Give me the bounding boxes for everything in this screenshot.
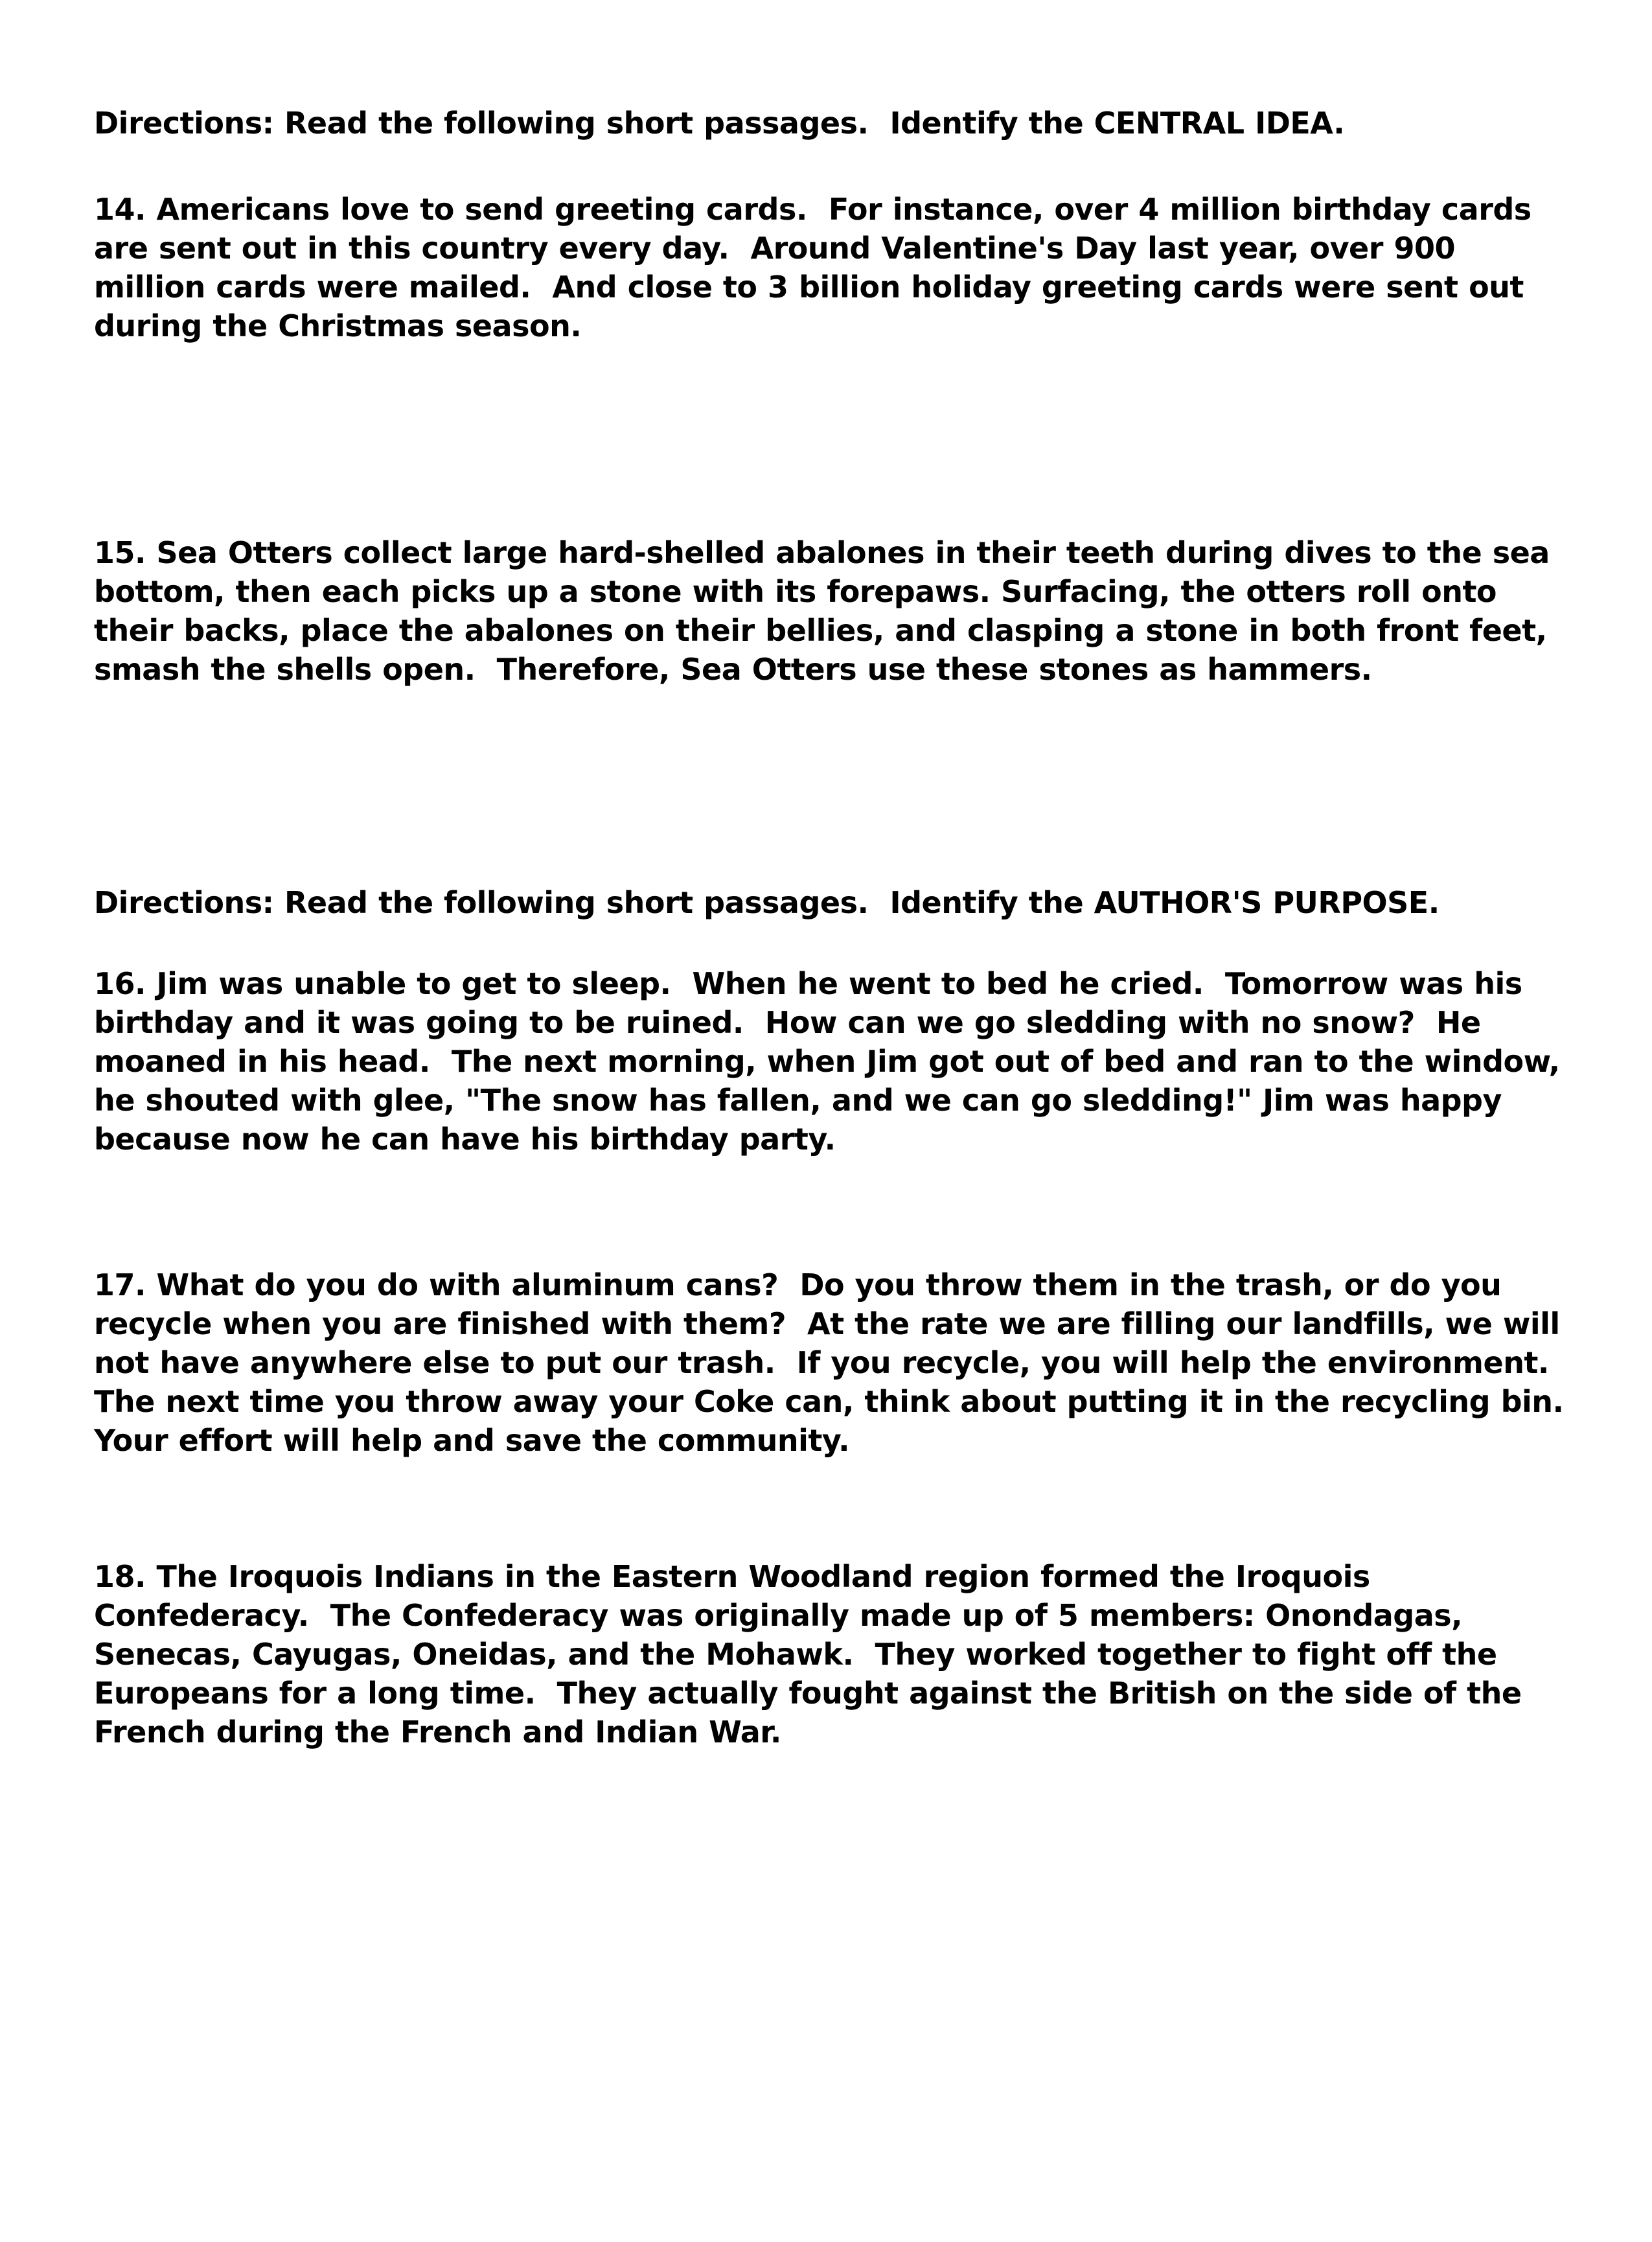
directions-central-idea: Directions: Read the following short passages. Identify the CENTRAL IDEA. (94, 106, 1345, 141)
passage-18: 18. The Iroquois Indians in the Eastern Woodland region formed the Iroquois Confederacy. The Confederacy was originally made up of 5 members: Onondagas, Senecas, Cayugas, Oneidas, and the Mohawk. They worked together to fight off the Europeans for a long time. They actually fought against the British on the side of the French during the French and Indian War. (94, 1559, 1533, 1750)
passage-14: 14. Americans love to send greeting cards. For instance, over 4 million birthday cards are sent out in this country every day. Around Valentine's Day last year, over 900 million cards were mailed. And close to 3 billion holiday greeting cards were sent out during the Christmas season. (94, 192, 1543, 343)
passage-15: 15. Sea Otters collect large hard-shelled abalones in their teeth during dives to the sea bottom, then each picks up a stone with its forepaws. Surfacing, the otters roll onto their backs, place the abalones on their bellies, and clasping a stone in both front feet, smash the shells open. Therefore, Sea Otters use these stones as hammers. (94, 535, 1561, 687)
passage-17: 17. What do you do with aluminum cans? Do you throw them in the trash, or do you recycle when you are finished with them? At the rate we are filling our landfills, we will not have anywhere else to put our trash. If you recycle, you will help the environment. The next time you throw away your Coke can, think about putting it in the recycling bin. Your effort will help and save the community. (94, 1267, 1585, 1458)
worksheet-page (0, 104, 1652, 2242)
directions-authors-purpose: Directions: Read the following short passages. Identify the AUTHOR'S PURPOSE. (94, 885, 1440, 920)
passage-16: 16. Jim was unable to get to sleep. When he went to bed he cried. Tomorrow was his birthday and it was going to be ruined. How can we go sledding with no snow? He moaned in his head. The next morning, when Jim got out of bed and ran to the window, he shouted with glee, "The snow has fallen, and we can go sledding!" Jim was happy because now he can have his birthday party. (94, 966, 1571, 1157)
